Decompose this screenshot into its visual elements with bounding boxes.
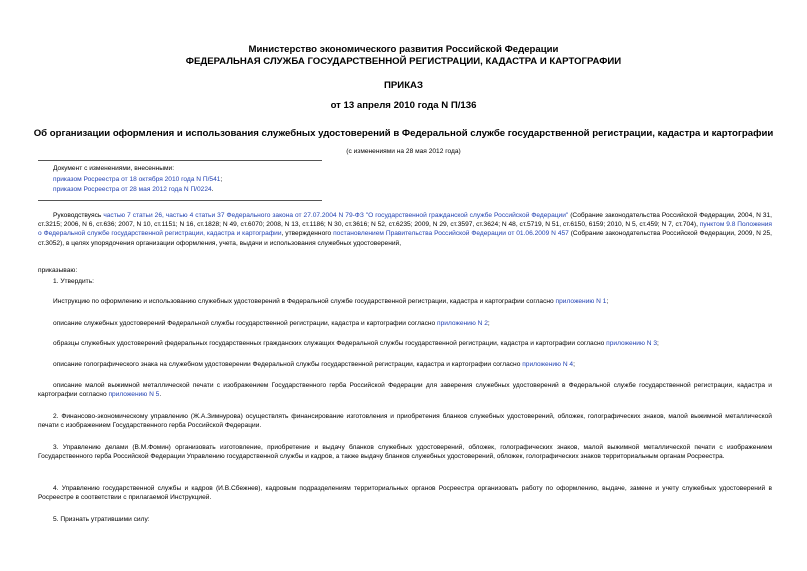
subitem-instruction-text: Инструкцию по оформлению и использованию служебных удостоверений в Федеральной службе государственной регистрации, кадастра и картографии согласно: [53, 298, 556, 305]
appendix-5-link[interactable]: приложению N 5: [108, 391, 160, 399]
amendment-link-2-tail: .: [211, 186, 214, 193]
preamble-text-2: (Собрание законодательства Российской Федерации, 2004, N 31, ст.3215; 2006, N 6, ст.636; 2007, N 10, ст.1151; N 16, ст.1828; N 49, ст.6070; 2008, N 13, ст.1186; N 30, ст.3616; N 52, ст.6235; 2009, N 29, ст.3597, ст.3624; N 48, ст.5719, N 51, ст.6150, 6159; 2010, N 5, ст.459; N 7, ст.704),: [38, 212, 772, 229]
appendix-2-link[interactable]: приложению N 2: [437, 320, 488, 327]
item-1: 1. Утвердить:: [53, 278, 94, 285]
subitem-instruction-tail: ;: [606, 298, 609, 305]
appendix-4-link[interactable]: приложению N 4: [522, 361, 574, 368]
ministry-name: Министерство экономического развития Российской Федерации: [248, 44, 559, 55]
order-word: приказываю:: [38, 267, 78, 274]
changes-box-top-rule: [38, 160, 322, 161]
subitem-seal-text: описание малой выжимной металлической печати с изображением Государственного герба Российской Федерации для заверения служебных удостоверений в Федеральной службе государственной регистрации, кадастра и картографии согласно: [38, 382, 772, 399]
subitem-hologram-tail: ;: [573, 361, 575, 368]
subitem-seal-tail: .: [159, 391, 162, 399]
amendment-link-2[interactable]: приказом Росреестра от 28 мая 2012 года N П/0224: [53, 186, 212, 193]
preamble-paragraph: [38, 211, 772, 248]
changes-intro: Документ с изменениями, внесенными:: [53, 165, 175, 172]
preamble-text-4: (Собрание законодательства Российской Федерации, 2009, N 25, ст.3052), в целях упорядочения организации оформления, учета, выдачи и использования служебных удостоверений,: [38, 230, 772, 247]
amendment-link-1-tail: ;: [220, 176, 223, 183]
item-2: 2. Финансово-экономическому управлению (Ж.А.Зимнурова) осуществлять финансирование изготовления и приобретения бланков служебных удостоверений, обложек, голографических знаков, малой выжимной металлической печати с изображением Государственного герба Российской Федерации.: [38, 413, 772, 430]
changes-line-1: [53, 176, 222, 184]
document-title: Об организации оформления и использования служебных удостоверений в Федеральной службе государственной регистрации, кадастра и картографии: [33, 128, 774, 139]
service-name: ФЕДЕРАЛЬНАЯ СЛУЖБА ГОСУДАРСТВЕННОЙ РЕГИСТРАЦИИ, КАДАСТРА И КАРТОГРАФИИ: [185, 56, 622, 67]
subitem-instruction: [53, 298, 608, 306]
subitem-description-tail: ;: [487, 320, 490, 327]
subitem-description: [53, 320, 490, 328]
appendix-1-link[interactable]: приложению N 1: [555, 298, 607, 305]
preamble-text-1: Руководствуясь: [53, 212, 104, 219]
document-type: ПРИКАЗ: [384, 80, 423, 91]
changes-note: (с изменениями на 28 мая 2012 года): [346, 148, 461, 155]
changes-box-bottom-rule: [38, 200, 322, 201]
amendment-link-1[interactable]: приказом Росреестра от 18 октября 2010 года N П/541: [53, 176, 221, 183]
federal-law-link[interactable]: частью 7 статьи 26, частью 4 статьи 37 Федерального закона от 27.07.2004 N 79-ФЗ "О государственной гражданской службе Российской Федерации": [103, 212, 569, 219]
subitem-description-text: описание служебных удостоверений Федеральной службы государственной регистрации, кадастра и картографии согласно: [53, 320, 438, 327]
changes-line-2: [53, 186, 214, 194]
regulation-clause-link[interactable]: пунктом 9.8 Положения о Федеральной службе государственной регистрации, кадастра и картографии: [38, 221, 772, 238]
subitem-samples-text: образцы служебных удостоверений федеральных государственных гражданских служащих Федеральной службы государственной регистрации, кадастра и картографии согласно: [53, 340, 607, 347]
item-3: 3. Управлению делами (В.М.Фомин) организовать изготовление, приобретение и выдачу бланков служебных удостоверений, обложек, голографических знаков, малой выжимной металлической печати с изображением Государственного герба Российской Федерации Управлению государственной службы и кадров, а также выдачу бланков служебных удостоверений, обложек, голографических знаков территориальным органам Росреестра.: [38, 444, 772, 461]
subitem-hologram-text: описание голографического знака на служебном удостоверении Федеральной службы государственной регистрации, кадастра и картографии согласно: [53, 361, 523, 368]
subitem-samples-tail: ;: [657, 340, 659, 347]
subitem-hologram: [53, 361, 575, 369]
item-5: 5. Признать утратившими силу:: [53, 516, 150, 523]
government-decree-link[interactable]: постановлением Правительства Российской Федерации от 01.06.2009 N 457: [333, 230, 569, 238]
subitem-seal: [38, 381, 772, 399]
preamble-text-3: , утвержденного: [281, 230, 334, 238]
item-4: 4. Управлению государственной службы и кадров (И.В.Сбежнев), кадровым подразделениям территориальных органов Росреестра организовать работу по оформлению, выдаче, замене и учету служебных удостоверений в Росреестре в соответствии с прилагаемой Инструкцией.: [38, 485, 772, 502]
document-date: от 13 апреля 2010 года N П/136: [330, 100, 477, 111]
appendix-3-link[interactable]: приложению N 3: [606, 340, 658, 347]
subitem-samples: [53, 340, 659, 348]
